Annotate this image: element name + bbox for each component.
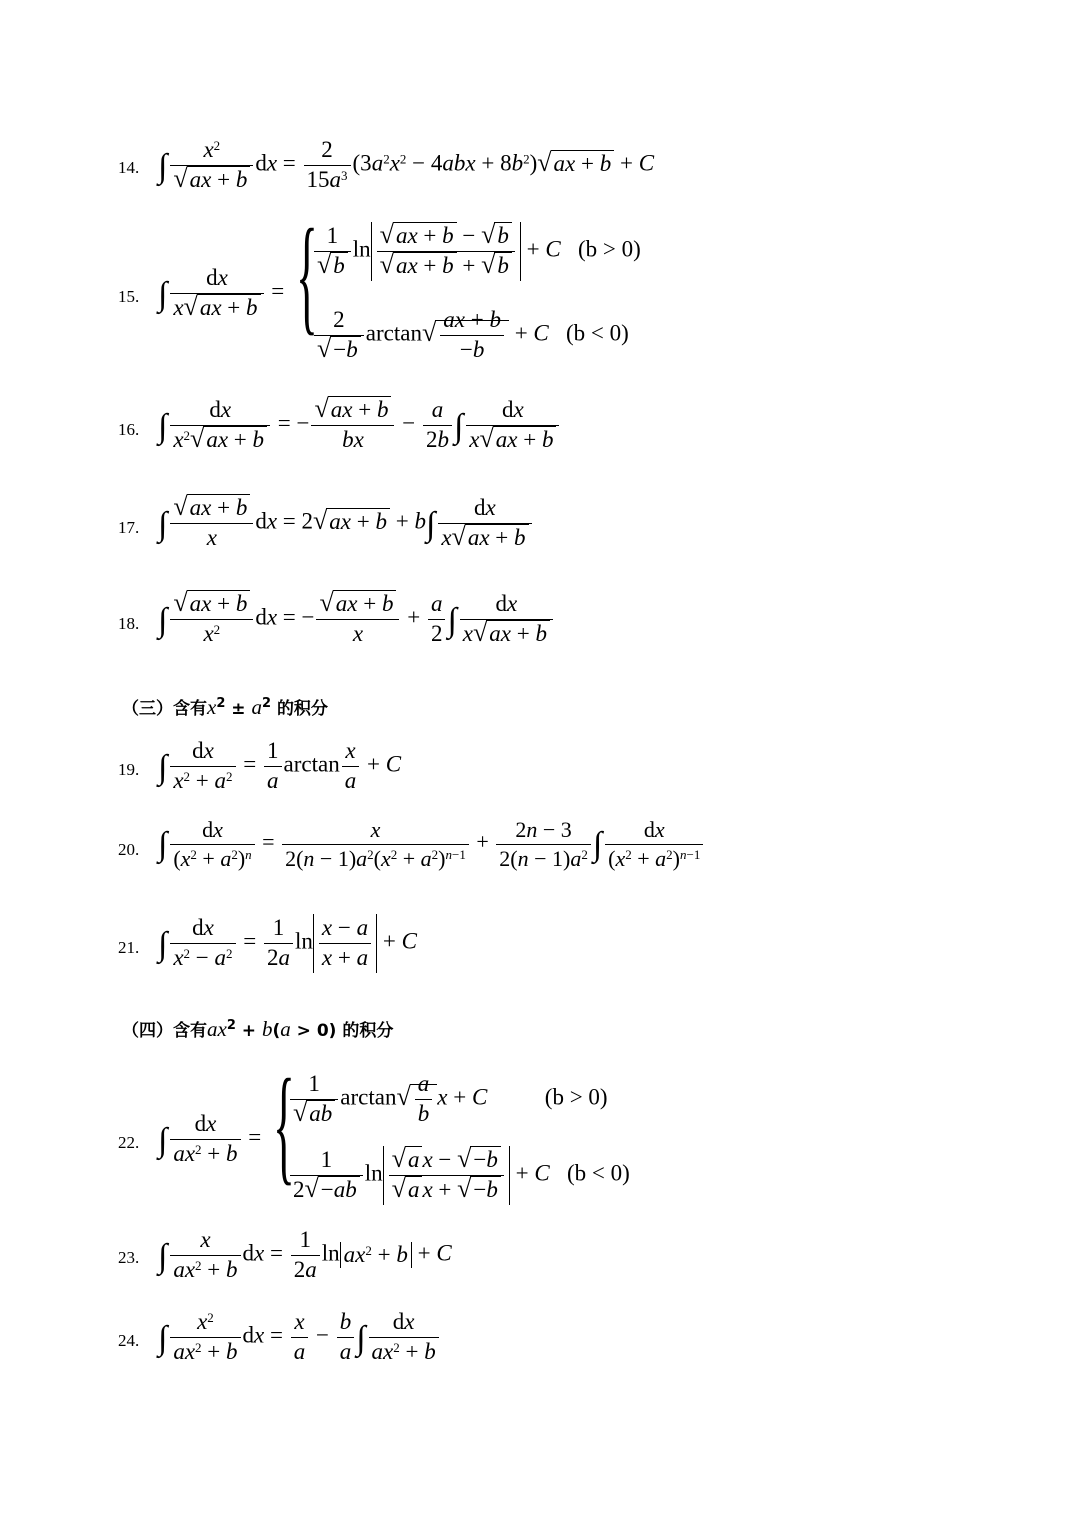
formula-19: ∫ $\frac{dx}{x^2 + a^2}$ = $\frac{1}{a}$ arctan $\frac{x}{a}$ + C: [158, 738, 402, 793]
constant-c: C: [638, 150, 655, 176]
cases-brace-22: {: [273, 1053, 295, 1197]
formula-18: ∫ $\frac{√ax + b}{x^2}$ dx = − $\frac{√ax + b}{x}$ + $\frac{a}{2}$ ∫ $\frac{dx}{x√ax + b}$: [158, 590, 555, 649]
formula-20: ∫ $\frac{dx}{(x^2 + a^2)^n}$ = $\frac{x}{2(n - 1)a^2(x^2 + a^2)^{n-1}}$ + $\frac{2n - 3}{2(n - 1)a^2}$ ∫ $\frac{dx}{(x^2 + a^2)^{n-1}}$: [158, 816, 705, 872]
formula-21: ∫ $\frac{dx}{x^2 - a^2}$ = $\frac{1}{2a}$ ln $\frac{x - a}{x + a}$ + C: [158, 914, 417, 973]
formula-15: ∫ $\frac{dx}{x√ax + b}$ =: [158, 265, 285, 321]
formula-number-20: 20.: [118, 840, 140, 859]
formula-number-17: 17.: [118, 518, 140, 537]
formula-23: ∫ $\frac{x}{ax^2 + b}$ dx = $\frac{1}{2a}$ $\ln ax^2 + b + C$: [158, 1227, 452, 1282]
formula-15-case2: $\frac{2}{√-b}$ arctan√ $\frac{ax + b}{-b}$ + C (b < 0): [312, 306, 629, 365]
formula-number-19: 19.: [118, 760, 140, 779]
formula-number-24: 24.: [118, 1331, 140, 1350]
formula-17: ∫ $\frac{√ax + b}{x}$ dx = 2√ax + b + b∫ $\frac{dx}{x√ax + b}$: [158, 494, 534, 553]
formula-number-21: 21.: [118, 938, 140, 957]
formula-24: ∫ $\frac{x^2}{ax^2 + b}$ dx = $\frac{x}{a}$ − $\frac{b}{a}$ ∫ $\frac{dx}{ax^2 + b}$: [158, 1308, 441, 1367]
condition-b-positive: (b > 0): [544, 1084, 608, 1110]
formula-16: ∫ $\frac{dx}{x^2√ax + b}$ = − $\frac{√ax + b}{bx}$ − $\frac{a}{2b}$ ∫ $\frac{dx}{x√ax + b}$: [158, 396, 561, 455]
formula-number-18: 18.: [118, 614, 140, 633]
formula-number-23: 23.: [118, 1248, 140, 1267]
condition-b-negative: (b < 0): [566, 320, 629, 346]
condition-b-negative: (b < 0): [566, 1160, 630, 1186]
section-heading-3: （三）含有$x^2 \pm a^2$ 的积分: [122, 695, 328, 719]
formula-number-22: 22.: [118, 1133, 140, 1152]
formula-14: ∫ $\frac{x^2}{√ax + b}$ dx = $\frac{2}{15a^3}$ $(3a^2x^2 - 4abx + 8b^2)√ax + b + C$: [158, 137, 655, 193]
cases-brace-15: {: [296, 203, 318, 347]
formula-22: ∫ $\frac{dx}{ax^2 + b}$ =: [158, 1111, 262, 1166]
formula-22-case1: $\frac{1}{√ab}$ arctan√ $\frac{a}{b}$ x + C (b > 0): [288, 1070, 608, 1129]
formula-15-case1: $\frac{1}{√b}$ ln $\frac{√ax + b - √b}{√ax + b + √b}$ + C (b > 0): [312, 222, 641, 281]
formula-22-case2: $\frac{1}{2√-ab}$ ln $\frac{\text{√a x − √−b}}{\text{√a x + √−b}}$ + C (b < 0): [288, 1146, 630, 1205]
formula-number-16: 16.: [118, 420, 140, 439]
condition-b-positive: (b > 0): [578, 236, 641, 262]
formula-number-14: 14.: [118, 158, 140, 177]
section-heading-4: （四）含有$ax^2 + b(a > 0)$ 的积分: [122, 1017, 394, 1041]
formula-number-15: 15.: [118, 287, 140, 306]
